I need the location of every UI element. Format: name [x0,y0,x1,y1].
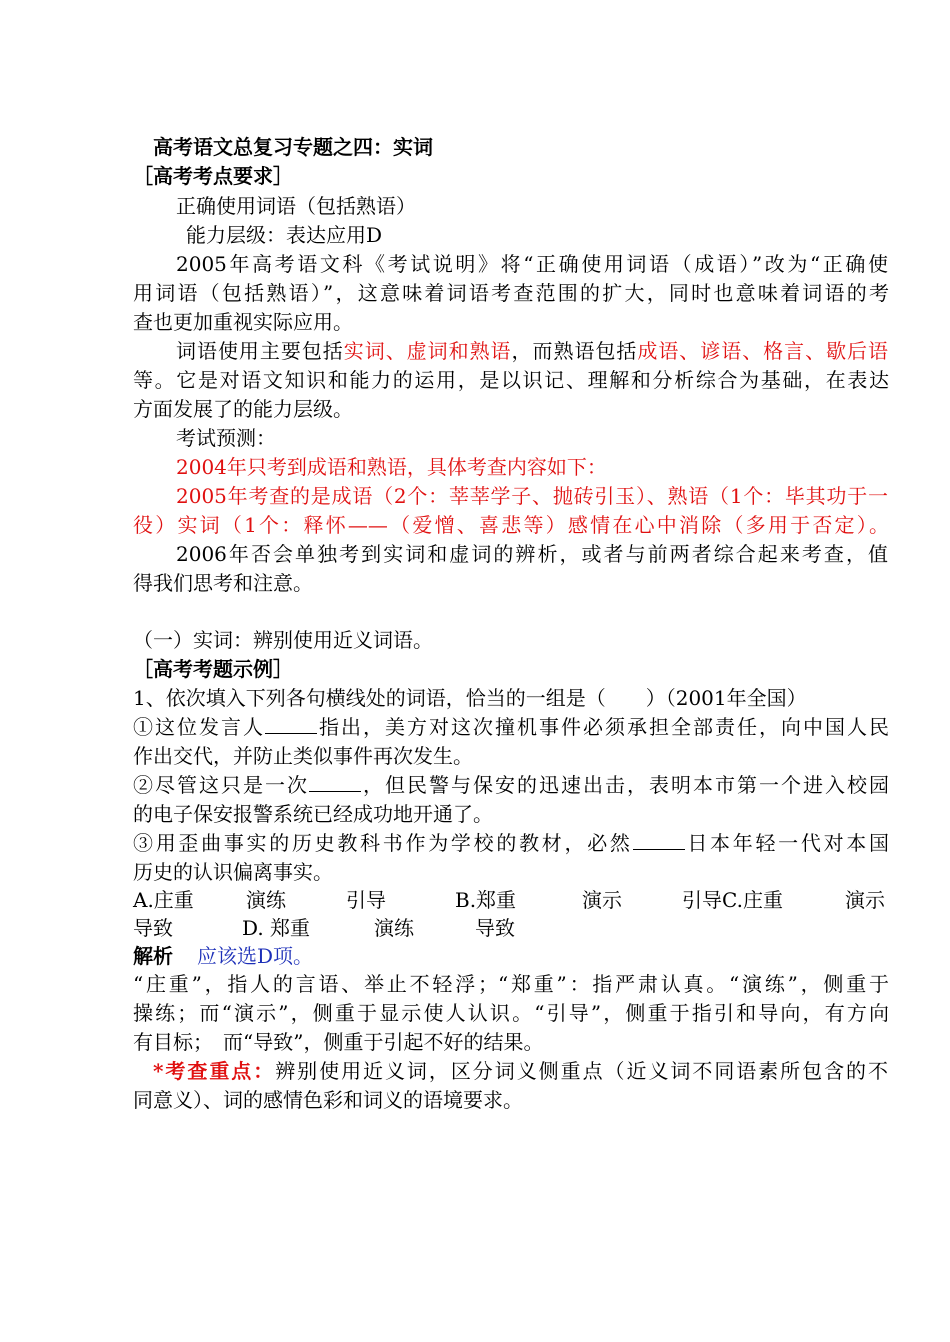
option-a-word-3: 引导 [346,888,386,912]
ability-level-line: 能力层级：表达应用D [186,223,383,247]
sentence-2-continued: 的电子保安报警系统已经成功地开通了。 [133,802,493,826]
option-d-word-1: D. 郑重 [242,916,311,940]
sentence-2 [133,771,889,800]
sentence-3-continued: 历史的认识偏离事实。 [133,860,333,884]
text-run: ，但民警与保安的迅速出击，表明本市第一个进入校园 [361,773,889,797]
option-b-word-2: 演示 [582,888,622,912]
text-run: ①这位发言人 [133,715,265,739]
sentence-1-continued: 作出交代，并防止类似事件再次发生。 [133,744,473,768]
subsection-heading: （一）实词：辨别使用近义词语。 [133,628,433,652]
explanation-line: 操练；而“演示”，侧重于显示使人认识。“引导”，侧重于指引和导向，有方向 [133,1001,889,1025]
document-title: 高考语文总复习专题之四：实词 [153,135,433,159]
highlight-text: 实词、虚词和熟语 [343,339,512,363]
paragraph-line: 等。它是对语文知识和能力的运用，是以识记、理解和分析综合为基础，在表达 [133,368,889,392]
text-run: 指出，美方对这次撞机事件必须承担全部责任，向中国人民 [317,715,889,739]
text-run: ，而熟语包括 [511,339,638,363]
text-run: 词语使用主要包括 [176,339,344,363]
fill-blank [633,829,685,850]
paragraph-line [176,337,888,366]
sentence-3 [133,829,889,858]
option-d-word-3: 导致 [475,916,515,940]
analysis-line [133,942,889,971]
analysis-answer: 应该选D项。 [197,944,314,968]
forecast-label: 考试预测： [176,426,276,450]
explanation-line: 有目标； 而“导致”，侧重于引起不好的结果。 [133,1030,544,1054]
text-run: 日本年轻一代对本国 [684,831,890,855]
paragraph-line: 查也更加重视实际应用。 [133,310,353,334]
section-heading-examples: ［高考考题示例］ [133,657,293,681]
option-c-word-2: 演示 [845,888,885,912]
paragraph-line: 得我们思考和注意。 [133,571,313,595]
question-stem: 1、依次填入下列各句横线处的词语，恰当的一组是（ ）（2001年全国） [133,686,807,710]
text-run: ②尽管这只是一次 [133,773,309,797]
forecast-2005-continued: 役）实词（1个：释怀——（爱憎、喜悲等）感情在心中消除（多用于否定）。 [133,513,889,537]
paragraph-line: 2006年否会单独考到实词和虚词的辨析，或者与前两者综合起来考查，值 [176,542,888,566]
fill-blank [309,771,361,792]
focus-line [153,1057,888,1086]
option-a-word-1: A.庄重 [133,888,194,912]
option-b-word-1: B.郑重 [455,888,517,912]
option-b-word-3: 引导C.庄重 [682,888,783,912]
highlight-text: 成语、谚语、格言、歇后语 [637,339,889,363]
section-heading-requirements: ［高考考点要求］ [133,164,293,188]
text-run: ③用歪曲事实的历史教科书作为学校的教材，必然 [133,831,633,855]
paragraph-line: 2005年高考语文科《考试说明》将“正确使用词语（成语）”改为“正确使 [176,252,888,276]
focus-label: *考查重点： [153,1059,276,1083]
focus-line-continued: 同意义）、词的感情色彩和词义的语境要求。 [133,1088,523,1112]
sentence-1 [133,713,889,742]
requirement-line: 正确使用词语（包括熟语） [176,194,416,218]
analysis-label: 解析 [133,944,173,968]
option-c-word-3: 导致 [133,916,173,940]
paragraph-line: 方面发展了的能力层级。 [133,397,353,421]
forecast-2004: 2004年只考到成语和熟语，具体考查内容如下： [176,455,607,479]
text-run: 辨别使用近义词，区分词义侧重点（近义词不同语素所包含的不 [275,1059,889,1083]
forecast-2005: 2005年考查的是成语（2个：莘莘学子、抛砖引玉）、熟语（1个：毕其功于一 [176,484,888,508]
option-d-word-2: 演练 [374,916,414,940]
paragraph-line: 用词语（包括熟语）”，这意味着词语考查范围的扩大，同时也意味着词语的考 [133,281,889,305]
explanation-line: “庄重”，指人的言语、举止不轻浮；“郑重”：指严肃认真。“演练”，侧重于 [133,972,889,996]
option-a-word-2: 演练 [246,888,286,912]
fill-blank [265,713,317,734]
